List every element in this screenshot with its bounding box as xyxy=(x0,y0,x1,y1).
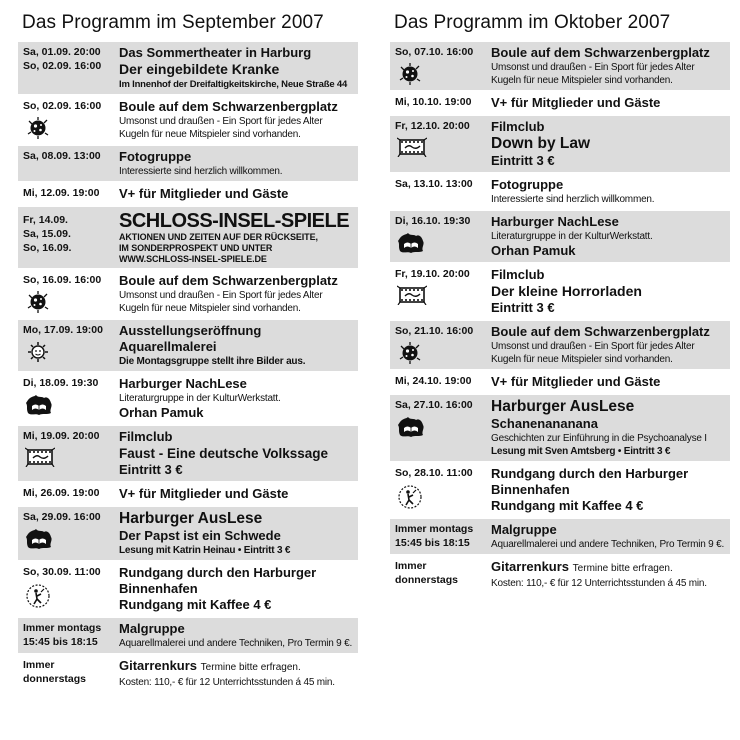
event-line: Umsonst und draußen - Ein Sport für jedes Alter xyxy=(119,290,323,301)
film-icon xyxy=(25,447,55,467)
event-line: Aquarellmalerei und andere Techniken, Pro Termin 9 €. xyxy=(119,638,353,649)
event-line: Literaturgruppe in der KulturWerkstatt. xyxy=(119,393,281,404)
event-title: Filmclub xyxy=(491,267,545,282)
event-title: Boule auf dem Schwarzenbergplatz xyxy=(119,273,338,288)
event-title: Gitarrenkurs xyxy=(119,658,198,673)
event-date: So, 28.10. 11:00 xyxy=(395,467,473,479)
event-date: Sa, 01.09. 20:00 xyxy=(23,46,101,58)
event-title: Harburger NachLese xyxy=(119,376,247,391)
event-date: So, 16.09. 16:00 xyxy=(23,274,102,286)
event-line: IM SONDERPROSPEKT UND UNTER xyxy=(119,243,273,253)
event-line: AKTIONEN UND ZEITEN AUF DER RÜCKSEITE, xyxy=(119,232,318,242)
event-note: Termine bitte erfragen. xyxy=(572,563,673,574)
event-detail: Im Innenhof der Dreifaltigkeitskirche, Neue Straße 44 xyxy=(119,79,348,90)
event-note: Termine bitte erfragen. xyxy=(200,662,301,673)
event-title: Fotogruppe xyxy=(119,149,192,164)
event-title: Binnenhafen xyxy=(119,581,198,596)
event-gitarrenkurs xyxy=(390,556,730,593)
event-detail: Lesung mit Katrin Heinau • Eintritt 3 € xyxy=(119,545,291,556)
boule-icon xyxy=(397,63,423,85)
event-title: Harburger AusLese xyxy=(491,398,635,415)
event-line: Literaturgruppe in der KulturWerkstatt. xyxy=(491,231,653,242)
event-detail: Die Montagsgruppe stellt ihre Bilder aus. xyxy=(119,356,306,367)
event-detail: Lesung mit Sven Amtsberg • Eintritt 3 € xyxy=(491,446,671,457)
oktober-column xyxy=(390,12,730,595)
event-filmclub xyxy=(390,116,730,172)
event-title: Rundgang durch den Harburger xyxy=(119,565,317,580)
walking-tour-icon xyxy=(397,484,423,510)
event-date: So, 02.09. 16:00 xyxy=(23,60,102,72)
event-vplus xyxy=(390,371,730,393)
boule-icon xyxy=(25,291,51,313)
event-ausstellung xyxy=(18,320,358,371)
walking-tour-icon xyxy=(25,583,51,609)
event-boule xyxy=(390,321,730,369)
event-boule xyxy=(18,96,358,144)
event-subtitle: Down by Law xyxy=(491,135,591,152)
event-date: Fr, 12.10. 20:00 xyxy=(395,120,470,132)
event-date: 15:45 bis 18:15 xyxy=(395,537,470,549)
event-date: Mi, 19.09. 20:00 xyxy=(23,430,100,442)
event-subtitle: Orhan Pamuk xyxy=(119,405,204,420)
book-icon xyxy=(397,232,425,254)
oktober-title: Das Programm im Oktober 2007 xyxy=(394,12,671,33)
event-title: Boule auf dem Schwarzenbergplatz xyxy=(119,99,338,114)
event-title: Gitarrenkurs xyxy=(491,559,570,574)
event-title: Boule auf dem Schwarzenbergplatz xyxy=(491,324,710,339)
event-line: Kosten: 110,- € für 12 Unterrichtsstunden á 45 min. xyxy=(119,677,335,688)
event-title: Harburger AusLese xyxy=(119,510,263,527)
event-date: So, 07.10. 16:00 xyxy=(395,46,474,58)
event-date: donnerstags xyxy=(23,673,87,685)
boule-icon xyxy=(397,342,423,364)
event-date: Mi, 26.09. 19:00 xyxy=(23,487,100,499)
event-schloss-insel-spiele xyxy=(18,207,358,268)
event-subtitle: Orhan Pamuk xyxy=(491,243,576,258)
event-line: Umsonst und draußen - Ein Sport für jedes Alter xyxy=(119,116,323,127)
event-line: Umsonst und draußen - Ein Sport für jedes Alter xyxy=(491,341,695,352)
event-title: Ausstellungseröffnung xyxy=(119,323,262,338)
event-title: Aquarellmalerei xyxy=(119,339,217,354)
event-link[interactable]: WWW.SCHLOSS-INSEL-SPIELE.DE xyxy=(119,254,267,264)
event-date: Sa, 08.09. 13:00 xyxy=(23,150,101,162)
event-title: Rundgang durch den Harburger xyxy=(491,466,689,481)
event-date: Mi, 10.10. 19:00 xyxy=(395,96,472,108)
event-date: Sa, 27.10. 16:00 xyxy=(395,399,473,411)
event-rundgang xyxy=(390,463,730,517)
event-fotogruppe xyxy=(18,146,358,181)
event-date: Sa, 13.10. 13:00 xyxy=(395,178,473,190)
event-line: Kugeln für neue Mitspieler sind vorhanden. xyxy=(119,129,301,140)
event-title: Fotogruppe xyxy=(491,177,564,192)
event-date: Sa, 29.09. 16:00 xyxy=(23,511,101,523)
event-date: Immer montags xyxy=(395,523,474,535)
event-date: Di, 18.09. 19:30 xyxy=(23,377,99,389)
event-vplus xyxy=(390,92,730,114)
event-title: V+ für Mitglieder und Gäste xyxy=(491,374,661,389)
event-date: So, 21.10. 16:00 xyxy=(395,325,474,337)
event-vplus xyxy=(18,183,358,205)
event-title: Der eingebildete Kranke xyxy=(119,61,280,77)
event-line: Kugeln für neue Mitspieler sind vorhanden. xyxy=(119,303,301,314)
event-vplus xyxy=(18,483,358,505)
event-line: Geschichten zur Einführung in die Psychoanalyse I xyxy=(491,433,707,444)
event-title: V+ für Mitglieder und Gäste xyxy=(119,186,289,201)
book-icon xyxy=(25,394,53,416)
event-date: So, 02.09. 16:00 xyxy=(23,100,102,112)
event-date: So, 30.09. 11:00 xyxy=(23,566,101,578)
event-malgruppe xyxy=(18,618,358,653)
event-title: Boule auf dem Schwarzenbergplatz xyxy=(491,45,710,60)
september-column xyxy=(18,12,358,694)
event-rundgang xyxy=(18,562,358,616)
book-icon xyxy=(397,416,425,438)
event-subtitle: Der kleine Horrorladen xyxy=(491,283,642,299)
event-date: So, 16.09. xyxy=(23,242,72,254)
event-sommertheater xyxy=(18,42,358,94)
event-date: Immer xyxy=(23,659,55,671)
event-subtitle: Der Papst ist ein Schwede xyxy=(119,528,281,543)
event-title: Filmclub xyxy=(491,119,545,134)
event-malgruppe xyxy=(390,519,730,554)
event-date: Fr, 19.10. 20:00 xyxy=(395,268,470,280)
event-subtitle: Rundgang mit Kaffee 4 € xyxy=(119,597,272,612)
event-line: Umsonst und draußen - Ein Sport für jedes Alter xyxy=(491,62,695,73)
event-subtitle: Rundgang mit Kaffee 4 € xyxy=(491,498,644,513)
event-boule xyxy=(390,42,730,90)
event-date: Fr, 14.09. xyxy=(23,214,68,226)
event-nachlese xyxy=(390,211,730,262)
event-line: Kugeln für neue Mitspieler sind vorhanden. xyxy=(491,354,673,365)
event-line: Interessierte sind herzlich willkommen. xyxy=(491,194,655,205)
event-date: 15:45 bis 18:15 xyxy=(23,636,98,648)
event-title: SCHLOSS-INSEL-SPIELE xyxy=(119,210,350,232)
event-auslese xyxy=(390,395,730,461)
event-date: Mi, 24.10. 19:00 xyxy=(395,375,472,387)
event-price: Eintritt 3 € xyxy=(119,462,183,477)
event-title: Binnenhafen xyxy=(491,482,570,497)
event-gitarrenkurs xyxy=(18,655,358,692)
event-date: Sa, 15.09. xyxy=(23,228,71,240)
event-title: Filmclub xyxy=(119,429,173,444)
event-line: Aquarellmalerei und andere Techniken, Pro Termin 9 €. xyxy=(491,539,725,550)
film-icon xyxy=(397,137,427,157)
event-subtitle: Faust - Eine deutsche Volkssage xyxy=(119,446,329,461)
event-filmclub xyxy=(390,264,730,319)
event-date: donnerstags xyxy=(395,574,459,586)
event-date: Mo, 17.09. 19:00 xyxy=(23,324,103,336)
event-auslese xyxy=(18,507,358,560)
event-subtitle: Schanenananana xyxy=(491,416,598,431)
event-fotogruppe xyxy=(390,174,730,209)
book-icon xyxy=(25,528,53,550)
film-icon xyxy=(397,285,427,305)
event-title: Malgruppe xyxy=(491,522,557,537)
event-line: Kugeln für neue Mitspieler sind vorhanden. xyxy=(491,75,673,86)
sun-face-icon xyxy=(25,341,51,363)
september-title: Das Programm im September 2007 xyxy=(22,12,324,33)
event-price: Eintritt 3 € xyxy=(491,153,555,168)
event-date: Mi, 12.09. 19:00 xyxy=(23,187,100,199)
event-title: Harburger NachLese xyxy=(491,214,619,229)
event-date: Immer montags xyxy=(23,622,102,634)
event-price: Eintritt 3 € xyxy=(491,300,555,315)
event-date: Immer xyxy=(395,560,427,572)
event-date: Di, 16.10. 19:30 xyxy=(395,215,471,227)
event-title: V+ für Mitglieder und Gäste xyxy=(491,95,661,110)
event-title: V+ für Mitglieder und Gäste xyxy=(119,486,289,501)
event-filmclub xyxy=(18,426,358,481)
event-title: Malgruppe xyxy=(119,621,185,636)
boule-icon xyxy=(25,117,51,139)
event-line: Kosten: 110,- € für 12 Unterrichtsstunden á 45 min. xyxy=(491,578,707,589)
event-nachlese xyxy=(18,373,358,424)
event-line: Interessierte sind herzlich willkommen. xyxy=(119,166,283,177)
event-boule xyxy=(18,270,358,318)
event-title: Das Sommertheater in Harburg xyxy=(119,45,312,60)
